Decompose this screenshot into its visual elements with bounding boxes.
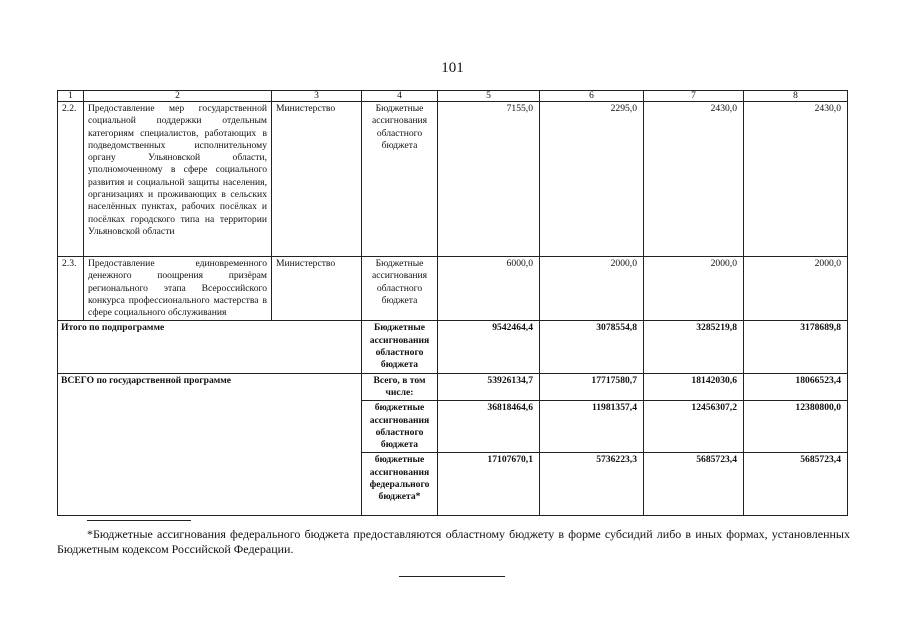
row-number: 2.3.: [58, 257, 84, 321]
page-number: 101: [441, 60, 464, 76]
value-col6: 11981357,4: [540, 401, 644, 453]
page-end-divider: [399, 576, 505, 577]
column-header: 7: [644, 91, 744, 102]
total-row: [58, 373, 848, 401]
value-col7: 18142030,6: [644, 373, 744, 401]
value-col8: 2000,0: [744, 257, 848, 321]
value-col8: 5685723,4: [744, 453, 848, 516]
column-header: 2: [84, 91, 272, 102]
value-col8: 18066523,4: [744, 373, 848, 401]
funding-source: бюджетные ассигнования областного бюджета: [362, 401, 438, 453]
value-col5: 9542464,4: [438, 321, 540, 373]
value-col7: 12456307,2: [644, 401, 744, 453]
value-col5: 36818464,6: [438, 401, 540, 453]
column-header: 4: [362, 91, 438, 102]
subtotal-label: Итого по подпрограмме: [58, 321, 362, 373]
funding-source: Бюджетные ассигнования областного бюджета: [362, 321, 438, 373]
funding-source: Бюджетные ассигнования областного бюджета: [362, 257, 438, 321]
column-header: 3: [272, 91, 362, 102]
funding-source: Всего, в том числе:: [362, 373, 438, 401]
column-header: 6: [540, 91, 644, 102]
value-col6: 2000,0: [540, 257, 644, 321]
column-header: 1: [58, 91, 84, 102]
value-col5: 7155,0: [438, 102, 540, 257]
column-header: 8: [744, 91, 848, 102]
value-col6: 3078554,8: [540, 321, 644, 373]
value-col8: 3178689,8: [744, 321, 848, 373]
executor: Министерство: [272, 257, 362, 321]
funding-source: бюджетные ассигнования федерального бюджета*: [362, 453, 438, 516]
measure-name: Предоставление мер государственной социальной поддержки отдельным категориям специалистов, работающих в подведомственных исполнительному органу Ульяновской области, уполномоченному в сфере социального развития и социальной защиты населения, организациях и проживающих в сельских населённых пунктах, рабочих посёлках и посёлках городского типа на территории Ульяновской области: [84, 102, 272, 257]
table-header-row: [58, 91, 848, 102]
row-number: 2.2.: [58, 102, 84, 257]
value-col6: 17717580,7: [540, 373, 644, 401]
subtotal-row: [58, 321, 848, 373]
funding-source: Бюджетные ассигнования областного бюджета: [362, 102, 438, 257]
table-row: [58, 102, 848, 257]
value-col5: 6000,0: [438, 257, 540, 321]
footnote-divider: [87, 520, 191, 521]
value-col7: 2430,0: [644, 102, 744, 257]
table-row: [58, 257, 848, 321]
budget-table: [57, 90, 848, 516]
executor: Министерство: [272, 102, 362, 257]
value-col5: 53926134,7: [438, 373, 540, 401]
column-header: 5: [438, 91, 540, 102]
footnote: *Бюджетные ассигнования федерального бюджета предоставляются областному бюджету в форме субсидий либо в иных формах, установленных Бюджетным кодексом Российской Федерации.: [57, 527, 850, 556]
measure-name: Предоставление единовременного денежного поощрения призёрам регионального этапа Всероссийского конкурса профессионального мастерства в сфере социального обслуживания: [84, 257, 272, 321]
value-col6: 2295,0: [540, 102, 644, 257]
value-col7: 3285219,8: [644, 321, 744, 373]
value-col7: 2000,0: [644, 257, 744, 321]
value-col7: 5685723,4: [644, 453, 744, 516]
value-col5: 17107670,1: [438, 453, 540, 516]
value-col8: 12380800,0: [744, 401, 848, 453]
value-col6: 5736223,3: [540, 453, 644, 516]
total-label: ВСЕГО по государственной программе: [58, 373, 362, 516]
value-col8: 2430,0: [744, 102, 848, 257]
